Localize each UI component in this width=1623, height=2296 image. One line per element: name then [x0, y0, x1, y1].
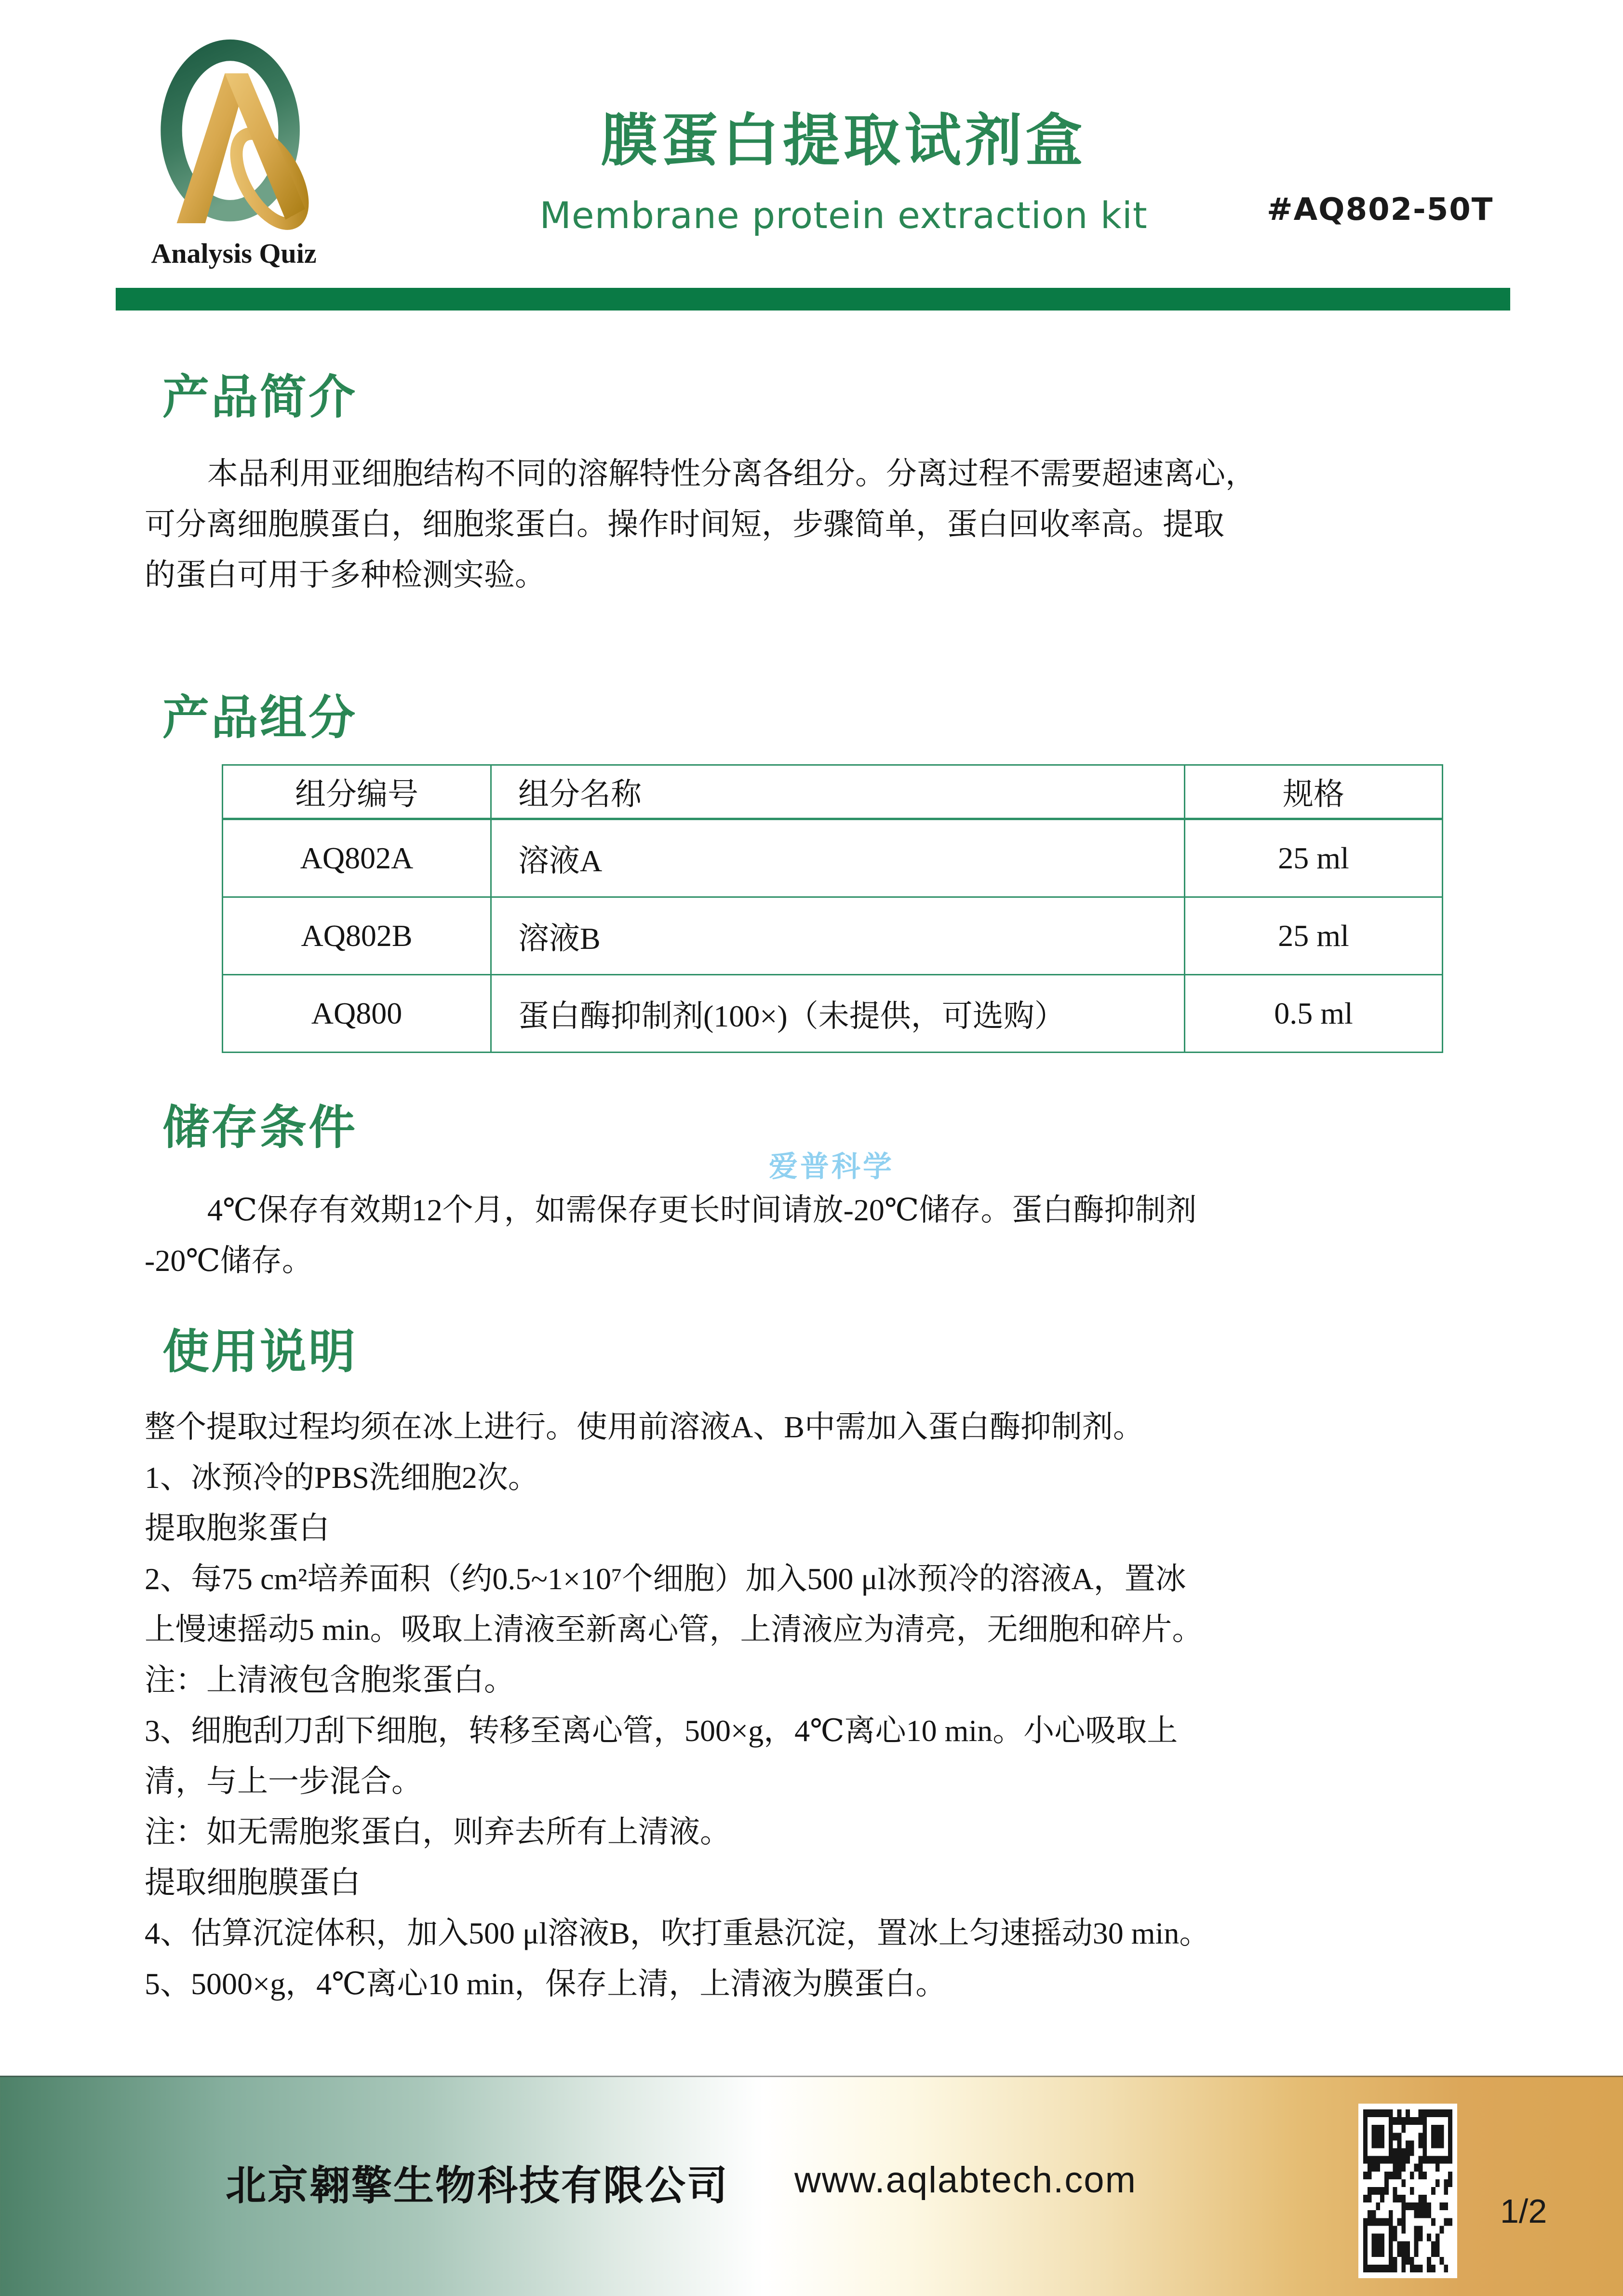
- component-size: 0.5 ml: [1185, 975, 1443, 1053]
- usage-line: 提取胞浆蛋白: [145, 1511, 330, 1545]
- table-header-cell: 组分名称: [491, 765, 1185, 819]
- catalog-number: #AQ802-50T: [1267, 192, 1494, 228]
- component-name: 溶液B: [491, 897, 1185, 975]
- qr-code-icon: [1358, 2104, 1457, 2278]
- page-number: 1/2: [1500, 2192, 1547, 2230]
- page-title: 膜蛋白提取试剂盒: [600, 109, 1086, 173]
- watermark: 爱普科学: [769, 1150, 894, 1183]
- usage-line: 5、5000×g，4℃离心10 min，保存上清，上清液为膜蛋白。: [145, 1967, 947, 2001]
- table-row: [223, 897, 1443, 975]
- table-row: [223, 819, 1443, 897]
- component-id: AQ802B: [223, 897, 491, 975]
- usage-line: 4、估算沉淀体积，加入500 μl溶液B，吹打重悬沉淀，置冰上匀速摇动30 min。: [145, 1916, 1210, 1950]
- storage-line: 4℃保存有效期12个月，如需保存更长时间请放-20℃储存。蛋白酶抑制剂: [207, 1193, 1197, 1227]
- intro-line: 可分离细胞膜蛋白，细胞浆蛋白。操作时间短，步骤简单，蛋白回收率高。提取: [145, 507, 1224, 541]
- usage-line: 3、细胞刮刀刮下细胞，转移至离心管，500×g，4℃离心10 min。小心吸取上: [145, 1714, 1178, 1748]
- storage-line: -20℃储存。: [145, 1243, 313, 1278]
- table-header-row: [223, 765, 1443, 819]
- component-id: AQ802A: [223, 819, 491, 897]
- footer: [0, 2076, 1623, 2296]
- usage-line: 整个提取过程均须在冰上进行。使用前溶液A、B中需加入蛋白酶抑制剂。: [145, 1410, 1144, 1444]
- section-intro: [145, 371, 1523, 600]
- section-heading-usage: 使用说明: [162, 1325, 357, 1378]
- section-components: [145, 691, 1523, 1053]
- components-table: [222, 764, 1443, 1053]
- usage-line: 提取细胞膜蛋白: [145, 1865, 361, 1900]
- brand-name: Analysis Quiz: [151, 238, 317, 269]
- table-row: [223, 975, 1443, 1053]
- section-heading-storage: 储存条件: [162, 1101, 357, 1154]
- section-usage: [145, 1325, 1523, 2009]
- usage-line: 注：如无需胞浆蛋白，则弃去所有上清液。: [145, 1815, 731, 1849]
- section-heading-components: 产品组分: [162, 691, 357, 744]
- usage-line: 2、每75 cm²培养面积（约0.5~1×10⁷个细胞）加入500 μl冰预冷的溶液A，置冰: [145, 1562, 1186, 1596]
- usage-line: 注：上清液包含胞浆蛋白。: [145, 1663, 515, 1697]
- page-subtitle: Membrane protein extraction kit: [539, 194, 1148, 237]
- component-id: AQ800: [223, 975, 491, 1053]
- usage-line: 上慢速摇动5 min。吸取上清液至新离心管，上清液应为清亮，无细胞和碎片。: [145, 1612, 1203, 1647]
- website-url: www.aqlabtech.com: [794, 2160, 1137, 2201]
- header-divider: [116, 288, 1510, 311]
- intro-line: 的蛋白可用于多种检测实验。: [145, 558, 546, 592]
- component-name: 溶液A: [491, 819, 1185, 897]
- component-size: 25 ml: [1185, 897, 1443, 975]
- intro-line: 本品利用亚细胞结构不同的溶解特性分离各组分。分离过程不需要超速离心，: [207, 457, 1256, 491]
- usage-line: 1、冰预冷的PBS洗细胞2次。: [145, 1460, 539, 1495]
- company-name: 北京翱擎生物科技有限公司: [226, 2163, 729, 2208]
- usage-line: 清，与上一步混合。: [145, 1764, 422, 1798]
- section-storage: [145, 1101, 1523, 1286]
- section-heading-intro: 产品简介: [162, 371, 357, 423]
- table-header-cell: 规格: [1185, 765, 1443, 819]
- table-header-cell: 组分编号: [223, 765, 491, 819]
- component-size: 25 ml: [1185, 819, 1443, 897]
- component-name: 蛋白酶抑制剂(100×)（未提供，可选购）: [491, 975, 1185, 1053]
